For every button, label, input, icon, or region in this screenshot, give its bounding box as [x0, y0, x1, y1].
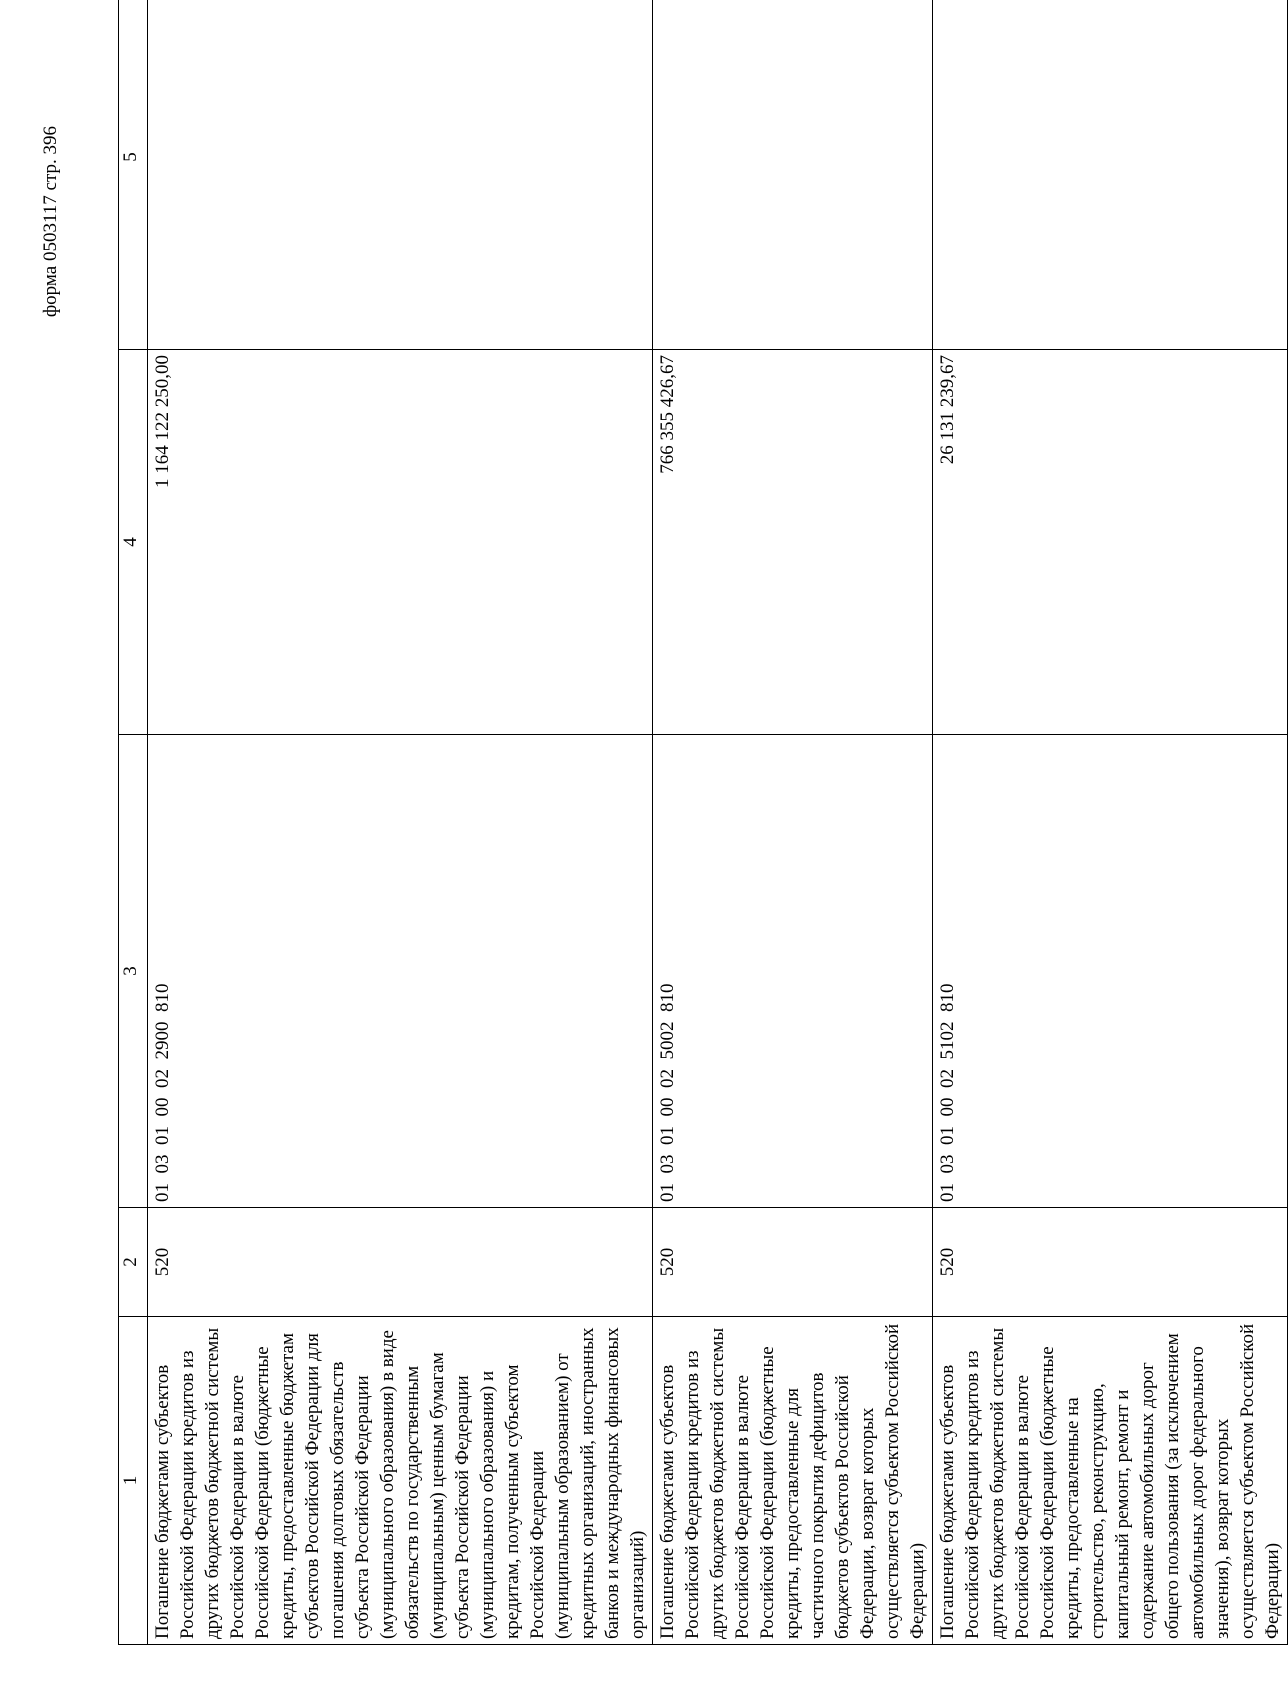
row-line-code: 520: [933, 1208, 1288, 1317]
row-executed-amount: [933, 0, 1288, 350]
budget-report-table: [118, 0, 1288, 1645]
row-line-code: 520: [653, 1208, 933, 1317]
row-line-code: 520: [148, 1208, 653, 1317]
row-description: Погашение бюджетами субъектов Российской Федерации кредитов из других бюджетов бюджетной системы Российской Федерации в валюте Российской Федерации (бюджетные кредиты, предоставленные для частичного покрытия дефицитов бюджетов субъектов Российской Федерации, возврат которых осуществляется субъектом Российской Федерации): [653, 1317, 933, 1645]
column-number-3: 3: [119, 735, 148, 1208]
column-number-2: 2: [119, 1208, 148, 1317]
row-approved-amount: 766 355 426,67: [653, 350, 933, 735]
column-number-1: 1: [119, 1317, 148, 1645]
row-executed-amount: [148, 0, 653, 350]
row-executed-amount: [653, 0, 933, 350]
table-row: [933, 0, 1288, 1645]
form-page-label: форма 0503117 стр. 396: [40, 126, 61, 318]
column-number-5: 5: [119, 0, 148, 350]
row-approved-amount: 26 131 239,67: [933, 350, 1288, 735]
row-description: Погашение бюджетами субъектов Российской Федерации кредитов из других бюджетов бюджетной системы Российской Федерации в валюте Российской Федерации (бюджетные кредиты, предоставленные бюджетам субъектов Российской Федерации для погашения долговых обязательств субъекта Российской Федерации (муниципального образования) в виде обязательств по государственным (муниципальным) ценным бумагам субъекта Российской Федерации (муниципального образования) и кредитам, полученным субъектом Российской Федерации (муниципальным образованием) от кредитных организаций, иностранных банков и международных финансовых организаций): [148, 1317, 653, 1645]
row-budget-classification-code: 01 03 01 00 02 2900 810: [148, 735, 653, 1208]
row-approved-amount: 1 164 122 250,00: [148, 350, 653, 735]
row-budget-classification-code: 01 03 01 00 02 5002 810: [653, 735, 933, 1208]
row-budget-classification-code: 01 03 01 00 02 5102 810: [933, 735, 1288, 1208]
column-number-4: 4: [119, 350, 148, 735]
table-row: [148, 0, 653, 1645]
row-description: Погашение бюджетами субъектов Российской Федерации кредитов из других бюджетов бюджетной системы Российской Федерации в валюте Российской Федерации (бюджетные кредиты, предоставленные на строительство, реконструкцию, капитальный ремонт, ремонт и содержание автомобильных дорог общего пользования (за исключением автомобильных дорог федерального значения), возврат которых осуществляется субъектом Российской Федерации): [933, 1317, 1288, 1645]
column-number-row: [119, 0, 148, 1645]
table-row: [653, 0, 933, 1645]
